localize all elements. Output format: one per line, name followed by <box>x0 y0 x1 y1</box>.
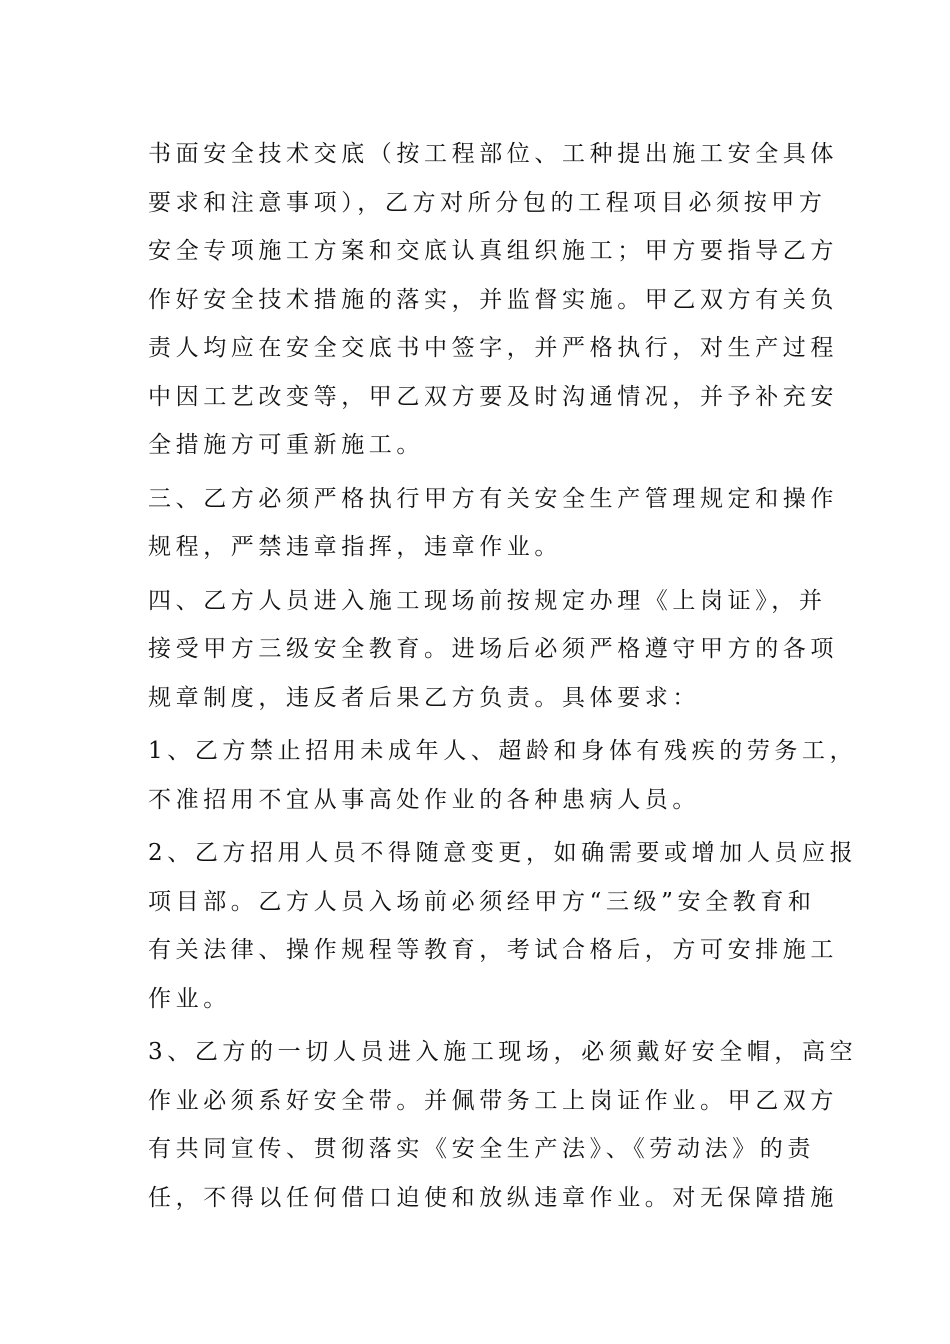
paragraph-item-1 <box>148 727 858 824</box>
paragraph-safety-disclosure <box>148 130 838 470</box>
text-line: 不准招用不宜从事高处作业的各种患病人员。 <box>148 786 700 813</box>
paragraph-item-2 <box>148 829 858 1023</box>
text-line: 中因工艺改变等，甲乙双方要及时沟通情况，并予补充安 <box>148 383 838 410</box>
paragraph-clause-4 <box>148 577 838 723</box>
text-line: 作业。 <box>148 985 231 1012</box>
text-line: 任，不得以任何借口迫使和放纵违章作业。对无保障措施 <box>148 1184 838 1211</box>
text-line: 规程，严禁违章指挥，违章作业。 <box>148 534 562 560</box>
text-line: 2、乙方招用人员不得随意变更，如确需要或增加人员应报 <box>148 840 858 866</box>
text-line: 1、乙方禁止招用未成年人、超龄和身体有残疾的劳务工， <box>148 738 858 764</box>
text-line: 安全专项施工方案和交底认真组织施工；甲方要指导乙方 <box>148 238 838 264</box>
paragraph-item-3 <box>148 1028 858 1222</box>
text-line: 全措施方可重新施工。 <box>148 432 424 458</box>
text-line: 3、乙方的一切人员进入施工现场，必须戴好安全帽，高空 <box>148 1039 858 1065</box>
text-line: 责人均应在安全交底书中签字，并严格执行，对生产过程 <box>148 335 838 361</box>
text-line: 规章制度，违反者后果乙方负责。具体要求： <box>148 684 700 711</box>
text-line: 要求和注意事项），乙方对所分包的工程项目必须按甲方 <box>148 189 827 216</box>
text-line: 项目部。乙方人员入场前必须经甲方“三级”安全教育和 <box>148 888 816 915</box>
text-line: 书面安全技术交底（按工程部位、工种提出施工安全具体 <box>148 141 838 167</box>
text-line: 有共同宣传、贯彻落实《安全生产法》、《劳动法》的责 <box>148 1136 815 1162</box>
text-line: 四、乙方人员进入施工现场前按规定办理《上岗证》，并 <box>148 587 827 614</box>
paragraph-clause-3 <box>148 475 838 572</box>
document-body <box>148 130 858 1227</box>
text-line: 作业必须系好安全带。并佩带务工上岗证作业。甲乙双方 <box>148 1087 838 1114</box>
text-line: 三、乙方必须严格执行甲方有关安全生产管理规定和操作 <box>148 485 838 512</box>
text-line: 有关法律、操作规程等教育，考试合格后，方可安排施工 <box>148 937 838 963</box>
text-line: 作好安全技术措施的落实，并监督实施。甲乙双方有关负 <box>148 286 838 313</box>
text-line: 接受甲方三级安全教育。进场后必须严格遵守甲方的各项 <box>148 636 838 662</box>
